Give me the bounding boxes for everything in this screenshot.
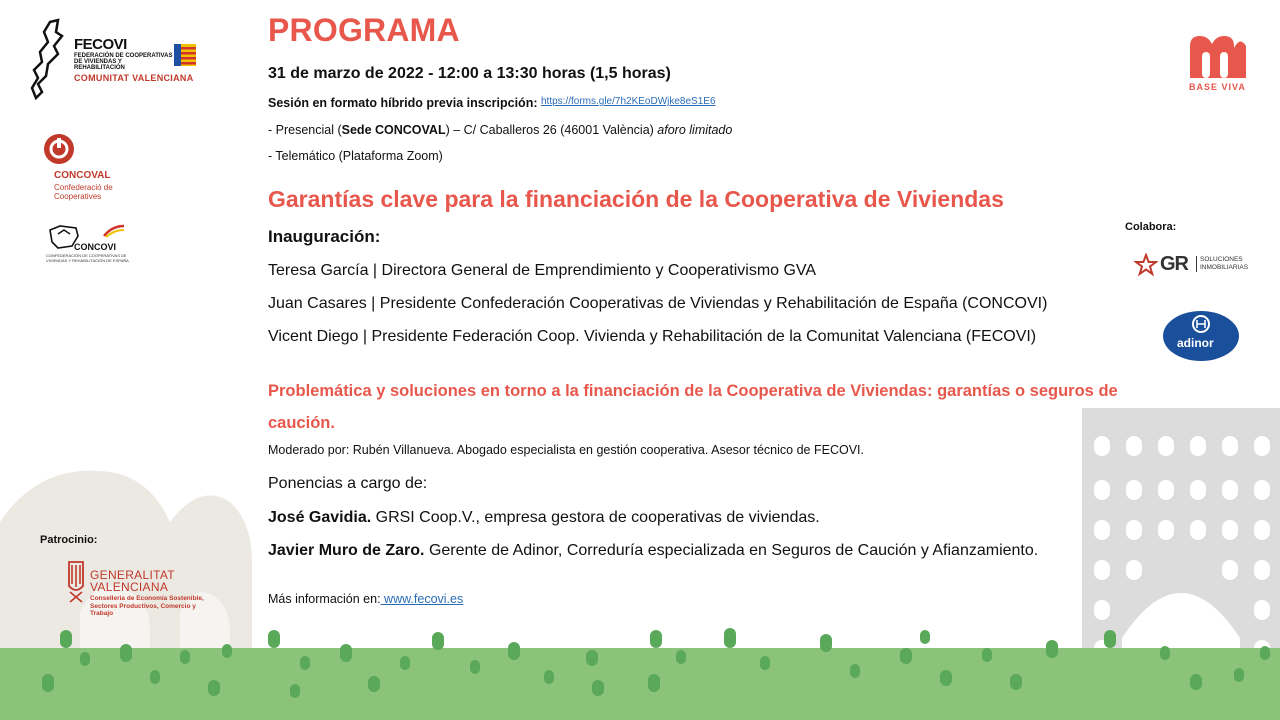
concoval-subtitle: Confederació de Cooperatives [54,183,113,201]
ponente-item [268,509,820,527]
base-viva-label: BASE VIVA [1189,82,1246,92]
gva-coat-of-arms-icon [66,560,86,604]
fecovi-region: COMUNITAT VALENCIANA [74,73,194,83]
telematico-line: - Telemático (Plataforma Zoom) [268,149,443,163]
panel-title: Problemática y soluciones en torno a la financiación de la Cooperativa de Viviendas: garantías o seguros de caución. [268,382,1118,432]
more-info-label: Más información en: [268,592,381,606]
inauguracion-speaker: Vicent Diego | Presidente Federación Coop. Vivienda y Rehabilitación de la Comunitat Valenciana (FECOVI) [268,328,1037,345]
concovi-swoosh-icon [102,224,126,238]
presencial-capacity-note: aforo limitado [657,123,733,137]
inauguracion-speaker: Juan Casares | Presidente Confederación Cooperativas de Viviendas y Rehabilitación de España (CONCOVI) [268,295,1048,312]
ponente-item [268,542,1038,560]
presencial-venue: Sede CONCOVAL [341,123,446,137]
concovi-subtitle: CONFEDERACIÓN DE COOPERATIVAS DE VIVIENDAS Y REHABILITACIÓN DE ESPAÑA [46,253,129,263]
more-info [268,592,463,606]
page-title: PROGRAMA [268,12,460,48]
concoval-logo [40,132,140,204]
patrocinio-label: Patrocinio: [40,534,98,546]
panel-moderator: Moderado por: Rubén Villanueva. Abogado especialista en gestión cooperativa. Asesor técnico de FECOVI. [268,443,864,457]
fecovi-title: FECOVI [74,36,127,53]
event-subtitle: Garantías clave para la financiación de la Cooperativa de Viviendas [268,186,1004,212]
presencial-line [268,123,732,137]
concoval-name: CONCOVAL [54,170,111,181]
inauguracion-speaker: Teresa García | Directora General de Emprendimiento y Cooperativismo GVA [268,262,817,279]
ponente-name: José Gavidia. [268,509,372,526]
colabora-label: Colabora: [1125,221,1177,233]
concoval-circle-icon [42,132,76,166]
fecovi-map-icon [28,18,76,100]
ponente-description: Gerente de Adinor, Correduría especializada en Seguros de Caución y Afianzamiento. [424,542,1039,559]
gr-mark: GR [1160,253,1188,275]
star-icon [1134,253,1158,277]
ponente-name: Javier Muro de Zaro. [268,542,425,559]
generalitat-valenciana-logo [66,560,206,624]
adinor-label: adinor [1177,336,1214,350]
presencial-prefix: - Presencial ( [268,123,342,137]
ponencias-label: Ponencias a cargo de: [268,475,428,492]
concovi-name: CONCOVI [74,242,117,252]
ponente-description: GRSI Coop.V., empresa gestora de cooperativas de viviendas. [371,509,820,526]
fecovi-subtitle: FEDERACIÓN DE COOPERATIVAS DE VIVIENDAS Y REHABILITACIÓN [74,53,173,71]
inauguracion-label: Inauguración: [268,227,381,246]
fecovi-website-link[interactable]: www.fecovi.es [380,592,464,606]
session-label: Sesión en formato híbrido previa inscripción: [268,96,538,110]
gr-soluciones-logo [1134,250,1266,280]
registration-link[interactable]: https://forms.gle/7h2KEoDWjke8eS1E6 [540,96,716,107]
gr-tagline: SOLUCIONES INMOBILIARIAS [1196,256,1266,272]
background-trees [0,620,1280,720]
valencia-flag-icon [174,44,196,66]
gva-conselleria: Conselleria de Economía Sostenible, Sectores Productivos, Comercio y Trabajo [90,595,204,617]
gva-name: GENERALITAT VALENCIANA [90,568,175,594]
concovi-logo [46,222,136,266]
session-info [268,96,716,110]
event-date: 31 de marzo de 2022 - 12:00 a 13:30 horas (1,5 horas) [268,65,671,82]
fecovi-logo [28,18,200,100]
presencial-address: ) – C/ Caballeros 26 (46001 València) [445,123,658,137]
